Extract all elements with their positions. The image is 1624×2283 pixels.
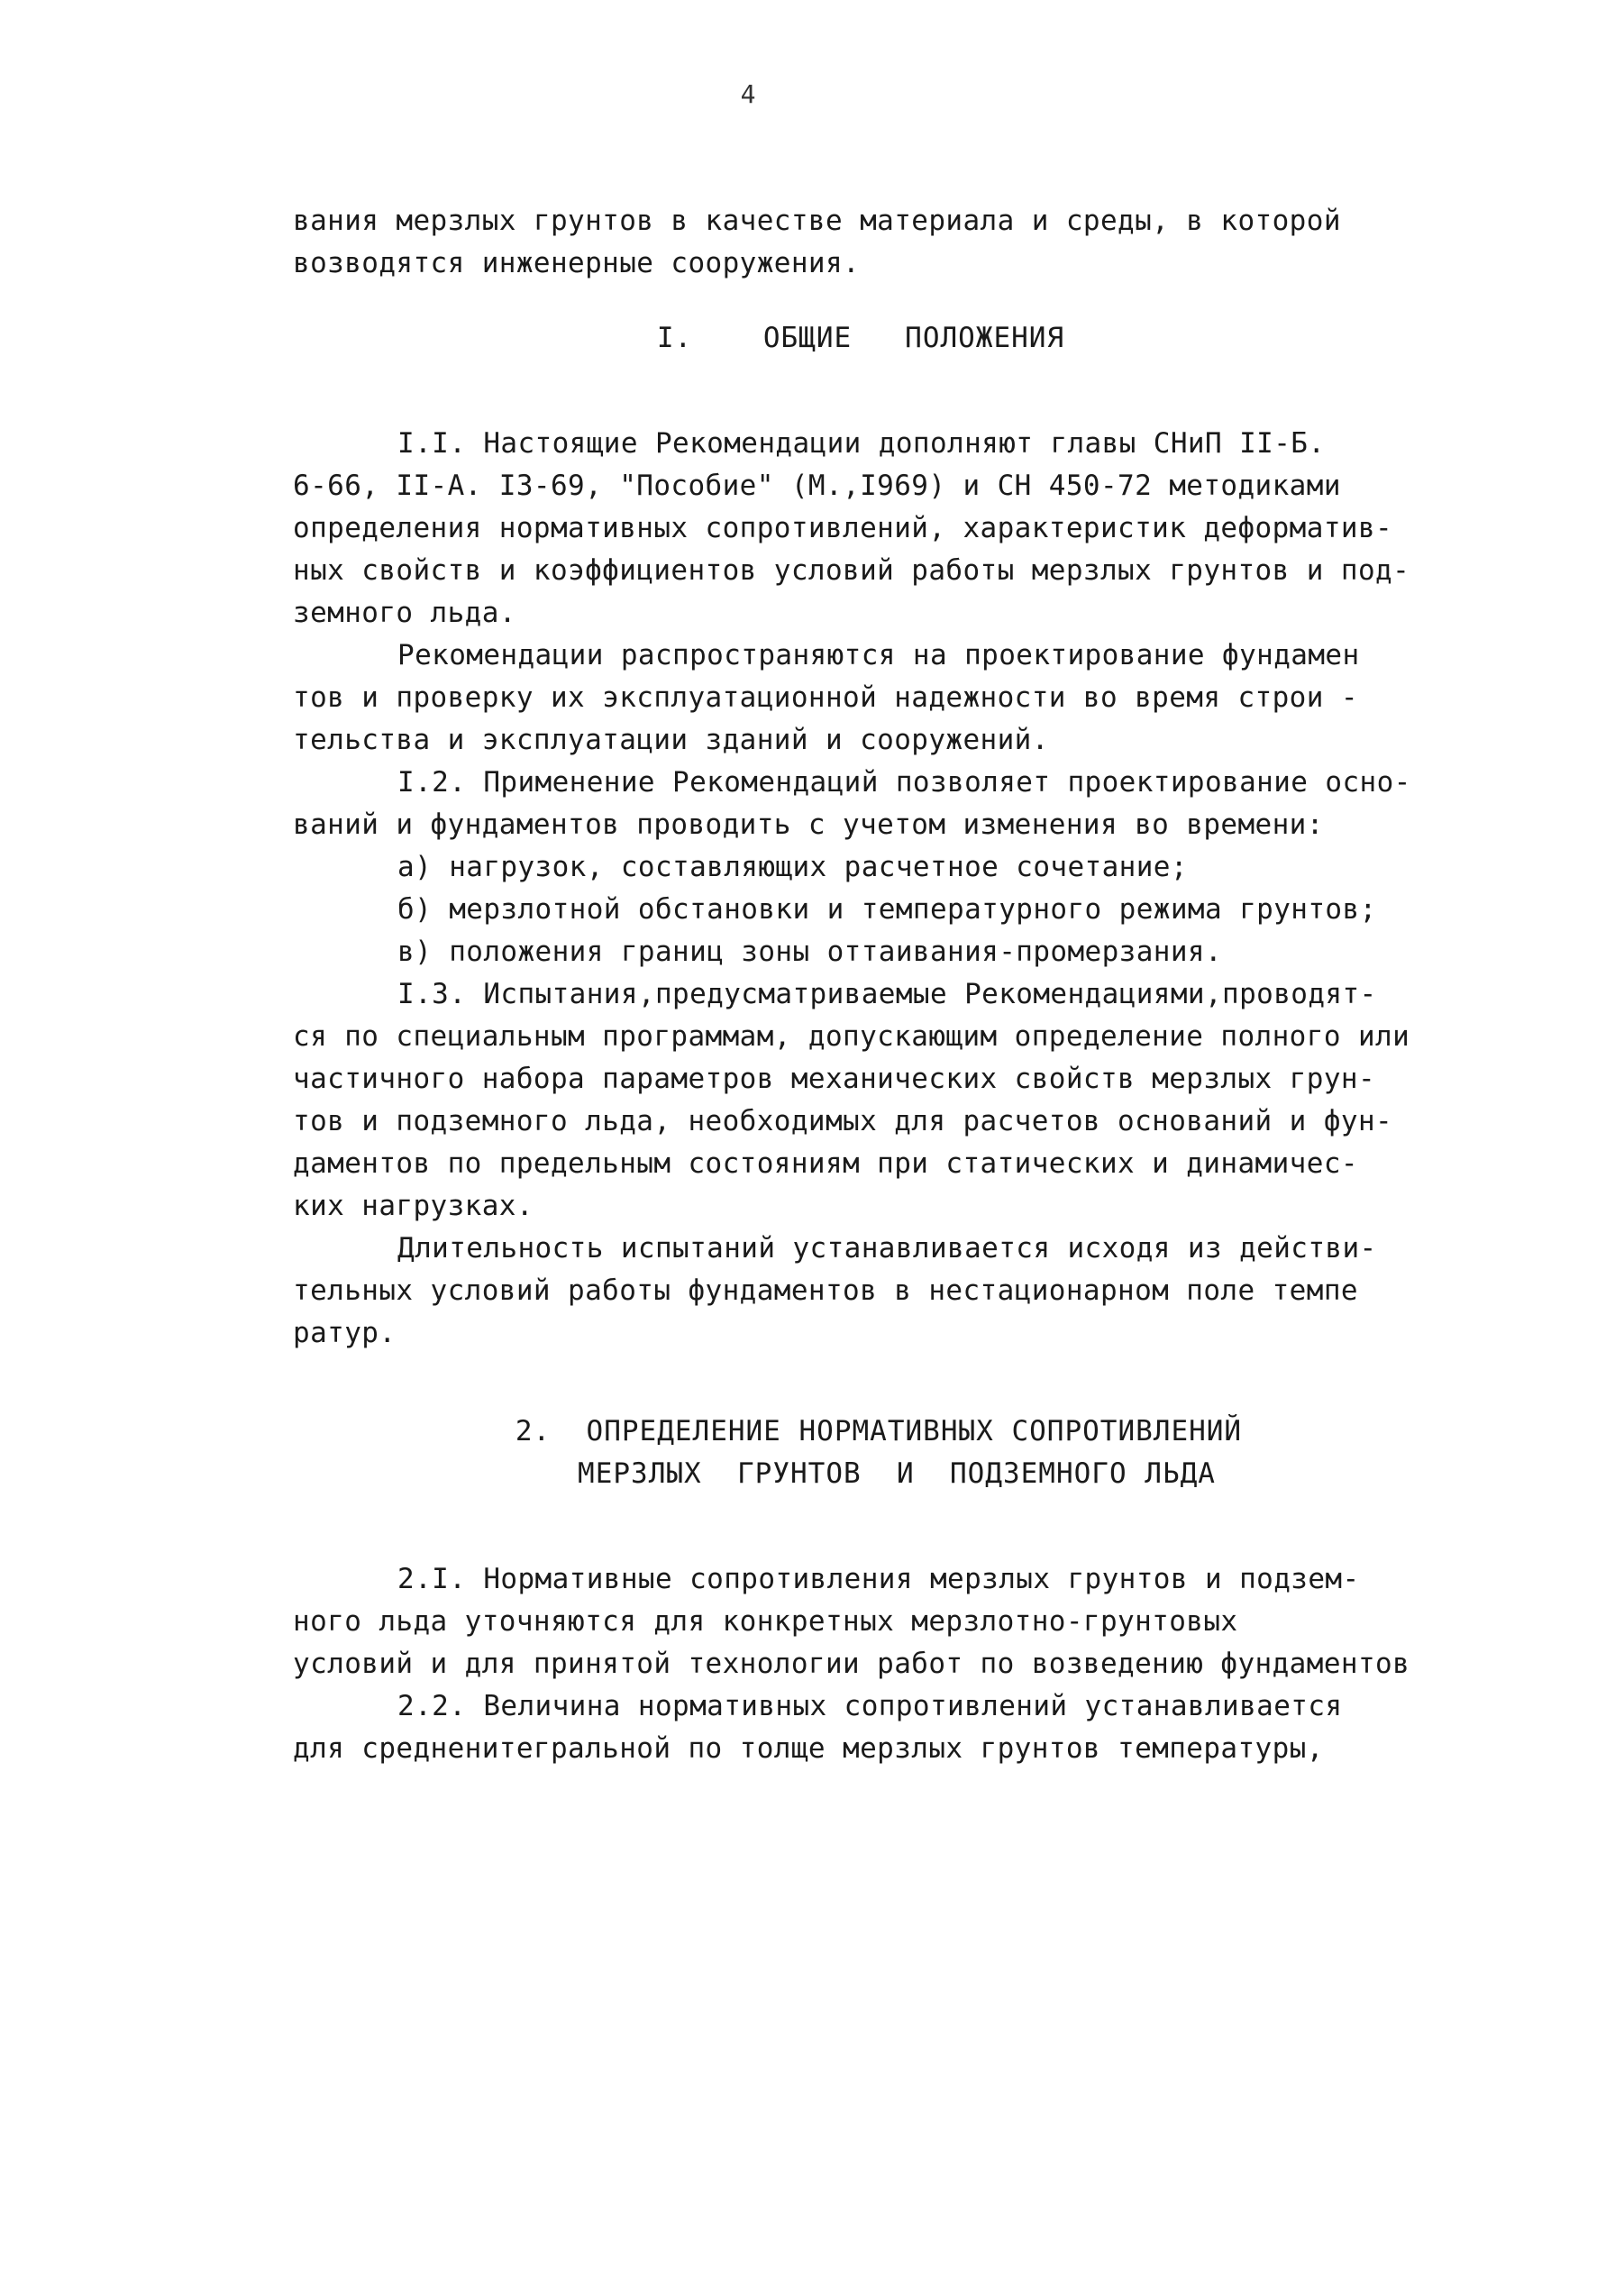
paragraph-1-3b-line: тельных условий работы фундаментов в нестационарном поле темпе bbox=[293, 1274, 1358, 1307]
document-body bbox=[293, 200, 1464, 1770]
paragraph-1-3-line: тов и подземного льда, необходимых для расчетов оснований и фун- bbox=[293, 1105, 1393, 1137]
paragraph-2-2-line: 2.2. Величина нормативных сопротивлений устанавливается bbox=[397, 1690, 1343, 1722]
paragraph-1-2-line: ваний и фундаментов проводить с учетом изменения во времени: bbox=[293, 808, 1324, 841]
paragraph-1-1b-line: Рекомендации распространяются на проектирование фундамен bbox=[397, 639, 1360, 671]
paragraph-2-1-line: ного льда уточняются для конкретных мерзлотно-грунтовых bbox=[293, 1605, 1238, 1638]
page-number: 4 bbox=[740, 79, 756, 109]
paragraph-1-1-line: определения нормативных сопротивлений, характеристик деформатив- bbox=[293, 512, 1393, 544]
section-2-heading-line-1: 2. ОПРЕДЕЛЕНИЕ НОРМАТИВНЫХ СОПРОТИВЛЕНИЙ bbox=[515, 1415, 1243, 1447]
text-line: вания мерзлых грунтов в качестве материала и среды, в которой bbox=[293, 205, 1341, 237]
paragraph-1-1-line: ных свойств и коэффициентов условий работы мерзлых грунтов и под- bbox=[293, 554, 1410, 587]
paragraph-1-3-line: ся по специальным программам, допускающим определение полного или bbox=[293, 1020, 1410, 1053]
list-item: в) положения границ зоны оттаивания-промерзания. bbox=[397, 936, 1223, 968]
paragraph-1-3-line: даментов по предельным состояниям при статических и динамичес- bbox=[293, 1147, 1358, 1180]
section-1-heading: I. ОБЩИЕ ПОЛОЖЕНИЯ bbox=[656, 322, 1065, 354]
paragraph-1-1b-line: тельства и эксплуатации зданий и сооружений. bbox=[293, 724, 1049, 756]
paragraph-1-1-line: I.I. Настоящие Рекомендации дополняют главы СНиП II-Б. bbox=[397, 427, 1326, 460]
paragraph-1-1b-line: тов и проверку их эксплуатационной надежности во время строи - bbox=[293, 681, 1358, 714]
paragraph-1-3b-line: ратур. bbox=[293, 1317, 397, 1349]
paragraph-1-3-line: I.3. Испытания,предусматриваемые Рекомендациями,проводят- bbox=[397, 978, 1377, 1010]
list-item: б) мерзлотной обстановки и температурного режима грунтов; bbox=[397, 893, 1377, 926]
paragraph-1-1-line: 6-66, II-А. I3-69, "Пособие" (М.,I969) и СН 450-72 методиками bbox=[293, 470, 1341, 502]
paragraph-2-1-line: условий и для принятой технологии работ по возведению фундаментов bbox=[293, 1648, 1410, 1680]
section-2-heading-line-2: МЕРЗЛЫХ ГРУНТОВ И ПОДЗЕМНОГО ЛЬДА bbox=[578, 1457, 1216, 1490]
paragraph-1-3b-line: Длительность испытаний устанавливается исходя из действи- bbox=[397, 1232, 1377, 1265]
paragraph-1-3-line: ких нагрузках. bbox=[293, 1190, 534, 1222]
paragraph-2-1-line: 2.I. Нормативные сопротивления мерзлых грунтов и подзем- bbox=[397, 1563, 1360, 1595]
paragraph-1-2-line: I.2. Применение Рекомендаций позволяет проектирование осно- bbox=[397, 766, 1411, 799]
list-item: а) нагрузок, составляющих расчетное сочетание; bbox=[397, 851, 1188, 883]
text-line: возводятся инженерные сооружения. bbox=[293, 247, 861, 279]
paragraph-1-3-line: частичного набора параметров механических свойств мерзлых грун- bbox=[293, 1063, 1376, 1095]
paragraph-2-2-line: для средненитегральной по толще мерзлых грунтов температуры, bbox=[293, 1732, 1324, 1765]
paragraph-1-1-line: земного льда. bbox=[293, 597, 516, 629]
